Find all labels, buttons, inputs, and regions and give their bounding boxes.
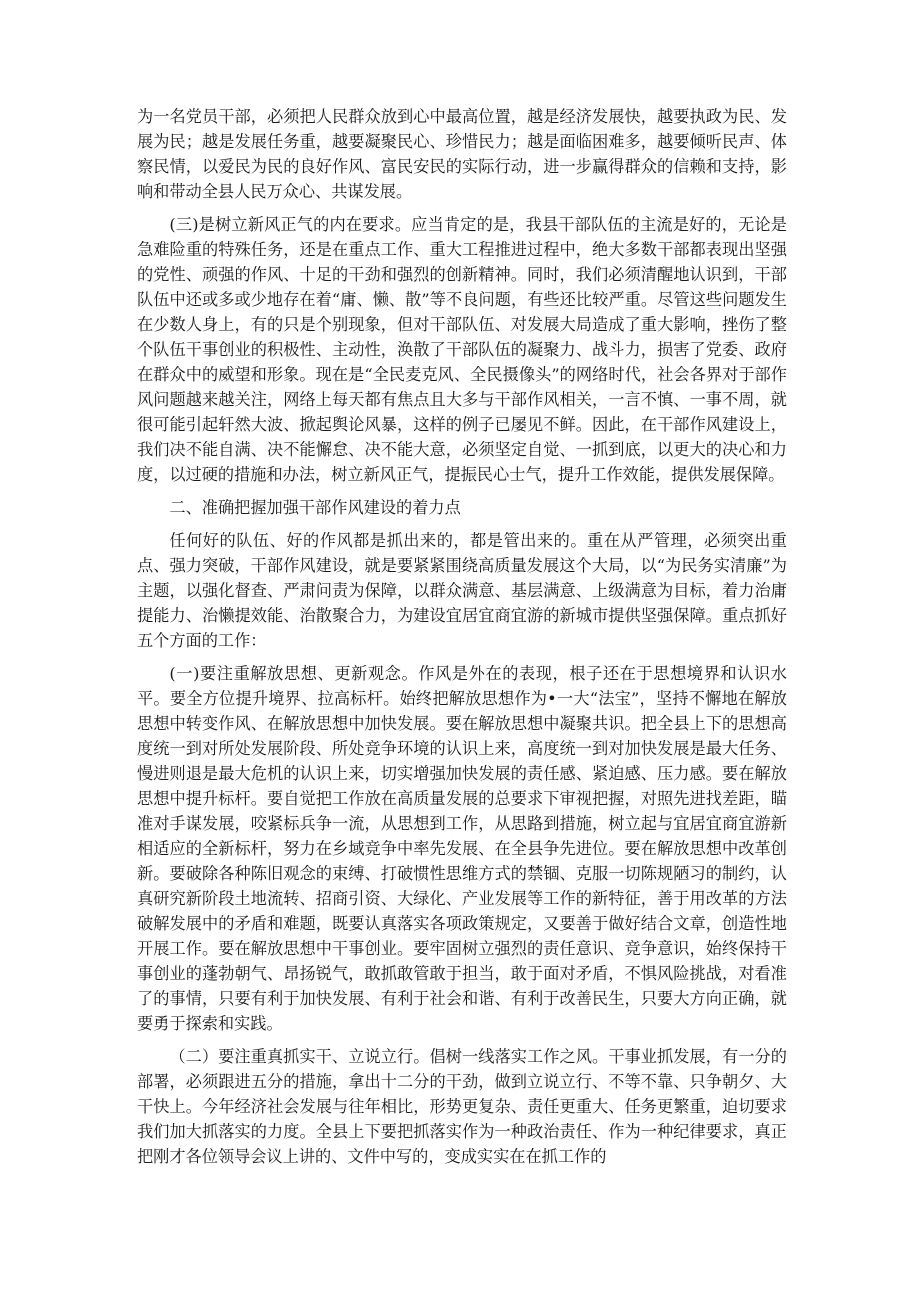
paragraph-5: （二）要注重真抓实干、立说立行。倡树一线落实工作之风。干事业抓发展，有一分的部署，必须跟进五分的措施，拿出十二分的干劲，做到立说立行、不等不靠、只争朝夕、大干快上。今年经济社会发展与往年相比，形势更复杂、责任更重大、任务更繁重，迫切要求我们加大抓落实的力度。全县上下要把抓落实作为一种政治责任、作为一种纪律要求，真正把刚才各位领导会议上讲的、文件中写的，变成实实在在抓工作的 xyxy=(137,1047,787,1166)
document-body xyxy=(137,104,787,1177)
paragraph-3: 任何好的队伍、好的作风都是抓出来的，都是管出来的。重在从严管理，必须突出重点、强力突破，干部作风建设，就是要紧紧围绕高质量发展这个大局，以“为民务实清廉”为主题，以强化督查、严肃问责为保障，以群众满意、基层满意、上级满意为目标，着力治庸提能力、治懒提效能、治散聚合力，为建设宜居宜商宜游的新城市提供坚强保障。重点抓好五个方面的工作： xyxy=(137,531,787,650)
paragraph-2: (三)是树立新风正气的内在要求。应当肯定的是，我县干部队伍的主流是好的，无论是急难险重的特殊任务，还是在重点工作、重大工程推进过程中，绝大多数干部都表现出坚强的党性、顽强的作风、十足的干劲和强烈的创新精神。同时，我们必须清醒地认识到，干部队伍中还或多或少地存在着“庸、懒、散”等不良问题，有些还比较严重。尽管这些问题发生在少数人身上，有的只是个别现象，但对干部队伍、对发展大局造成了重大影响，挫伤了整个队伍干事创业的积极性、主动性，涣散了干部队伍的凝聚力、战斗力，损害了党委、政府在群众中的威望和形象。现在是“全民麦克风、全民摄像头”的网络时代，社会各界对于部作风问题越来越关注，网络上每天都有焦点且大多与干部作风相关，一言不慎、一事不周，就很可能引起轩然大波、掀起舆论风暴，这样的例子已屡见不鲜。因此，在干部作风建设上，我们决不能自满、决不能懈怠、决不能大意，必须坚定自觉、一抓到底，以更大的决心和力度，以过硬的措施和办法，树立新风正气，提振民心士气，提升工作效能，提供发展保障。 xyxy=(137,215,787,484)
paragraph-4: (一)要注重解放思想、更新观念。作风是外在的表现，根子还在于思想境界和认识水平。要全方位提升境界、拉高标杆。始终把解放思想作为•一大“法宝”，坚持不懈地在解放思想中转变作风、在解放思想中加快发展。要在解放思想中凝聚共识。把全县上下的思想高度统一到对所处发展阶段、所处竞争环境的认识上来，高度统一到对加快发展是最大任务、慢进则退是最大危机的认识上来，切实增强加快发展的责任感、紧迫感、压力感。要在解放思想中提升标杆。要自觉把工作放在高质量发展的总要求下审视把握，对照先进找差距，瞄准对手谋发展，咬紧标兵争一流，从思想到工作，从思路到措施，树立起与宜居宜商宜游新相适应的全新标杆，努力在乡域竞争中率先发展、在全县争先进位。要在解放思想中改革创新。要破除各种陈旧观念的束缚、打破惯性思维方式的禁锢、克服一切陈规陋习的制约，认真研究新阶段土地流转、招商引资、大绿化、产业发展等工作的新特征，善于用改革的方法破解发展中的矛盾和难题，既要认真落实各项政策规定，又要善于做好结合文章，创造性地开展工作。要在解放思想中干事创业。要牢固树立强烈的责任意识、竞争意识，始终保持干事创业的蓬勃朝气、昂扬锐气，敢抓敢管敢于担当，敢于面对矛盾，不惧风险挑战，对看准了的事情，只要有利于加快发展、有利于社会和谐、有利于改善民生，只要大方向正确，就要勇于探索和实践。 xyxy=(137,664,787,1033)
section-heading-2: 二、准确把握加强干部作风建设的着力点 xyxy=(169,498,461,517)
paragraph-1: 为一名党员干部，必须把人民群众放到心中最高位置，越是经济发展快，越要执政为民、发展为民；越是发展任务重，越要凝聚民心、珍惜民力；越是面临困难多，越要倾听民声、体察民情，以爱民为民的良好作风、富民安民的实际行动，进一步赢得群众的信赖和支持，影响和带动全县人民万众心、共谋发展。 xyxy=(137,107,787,201)
